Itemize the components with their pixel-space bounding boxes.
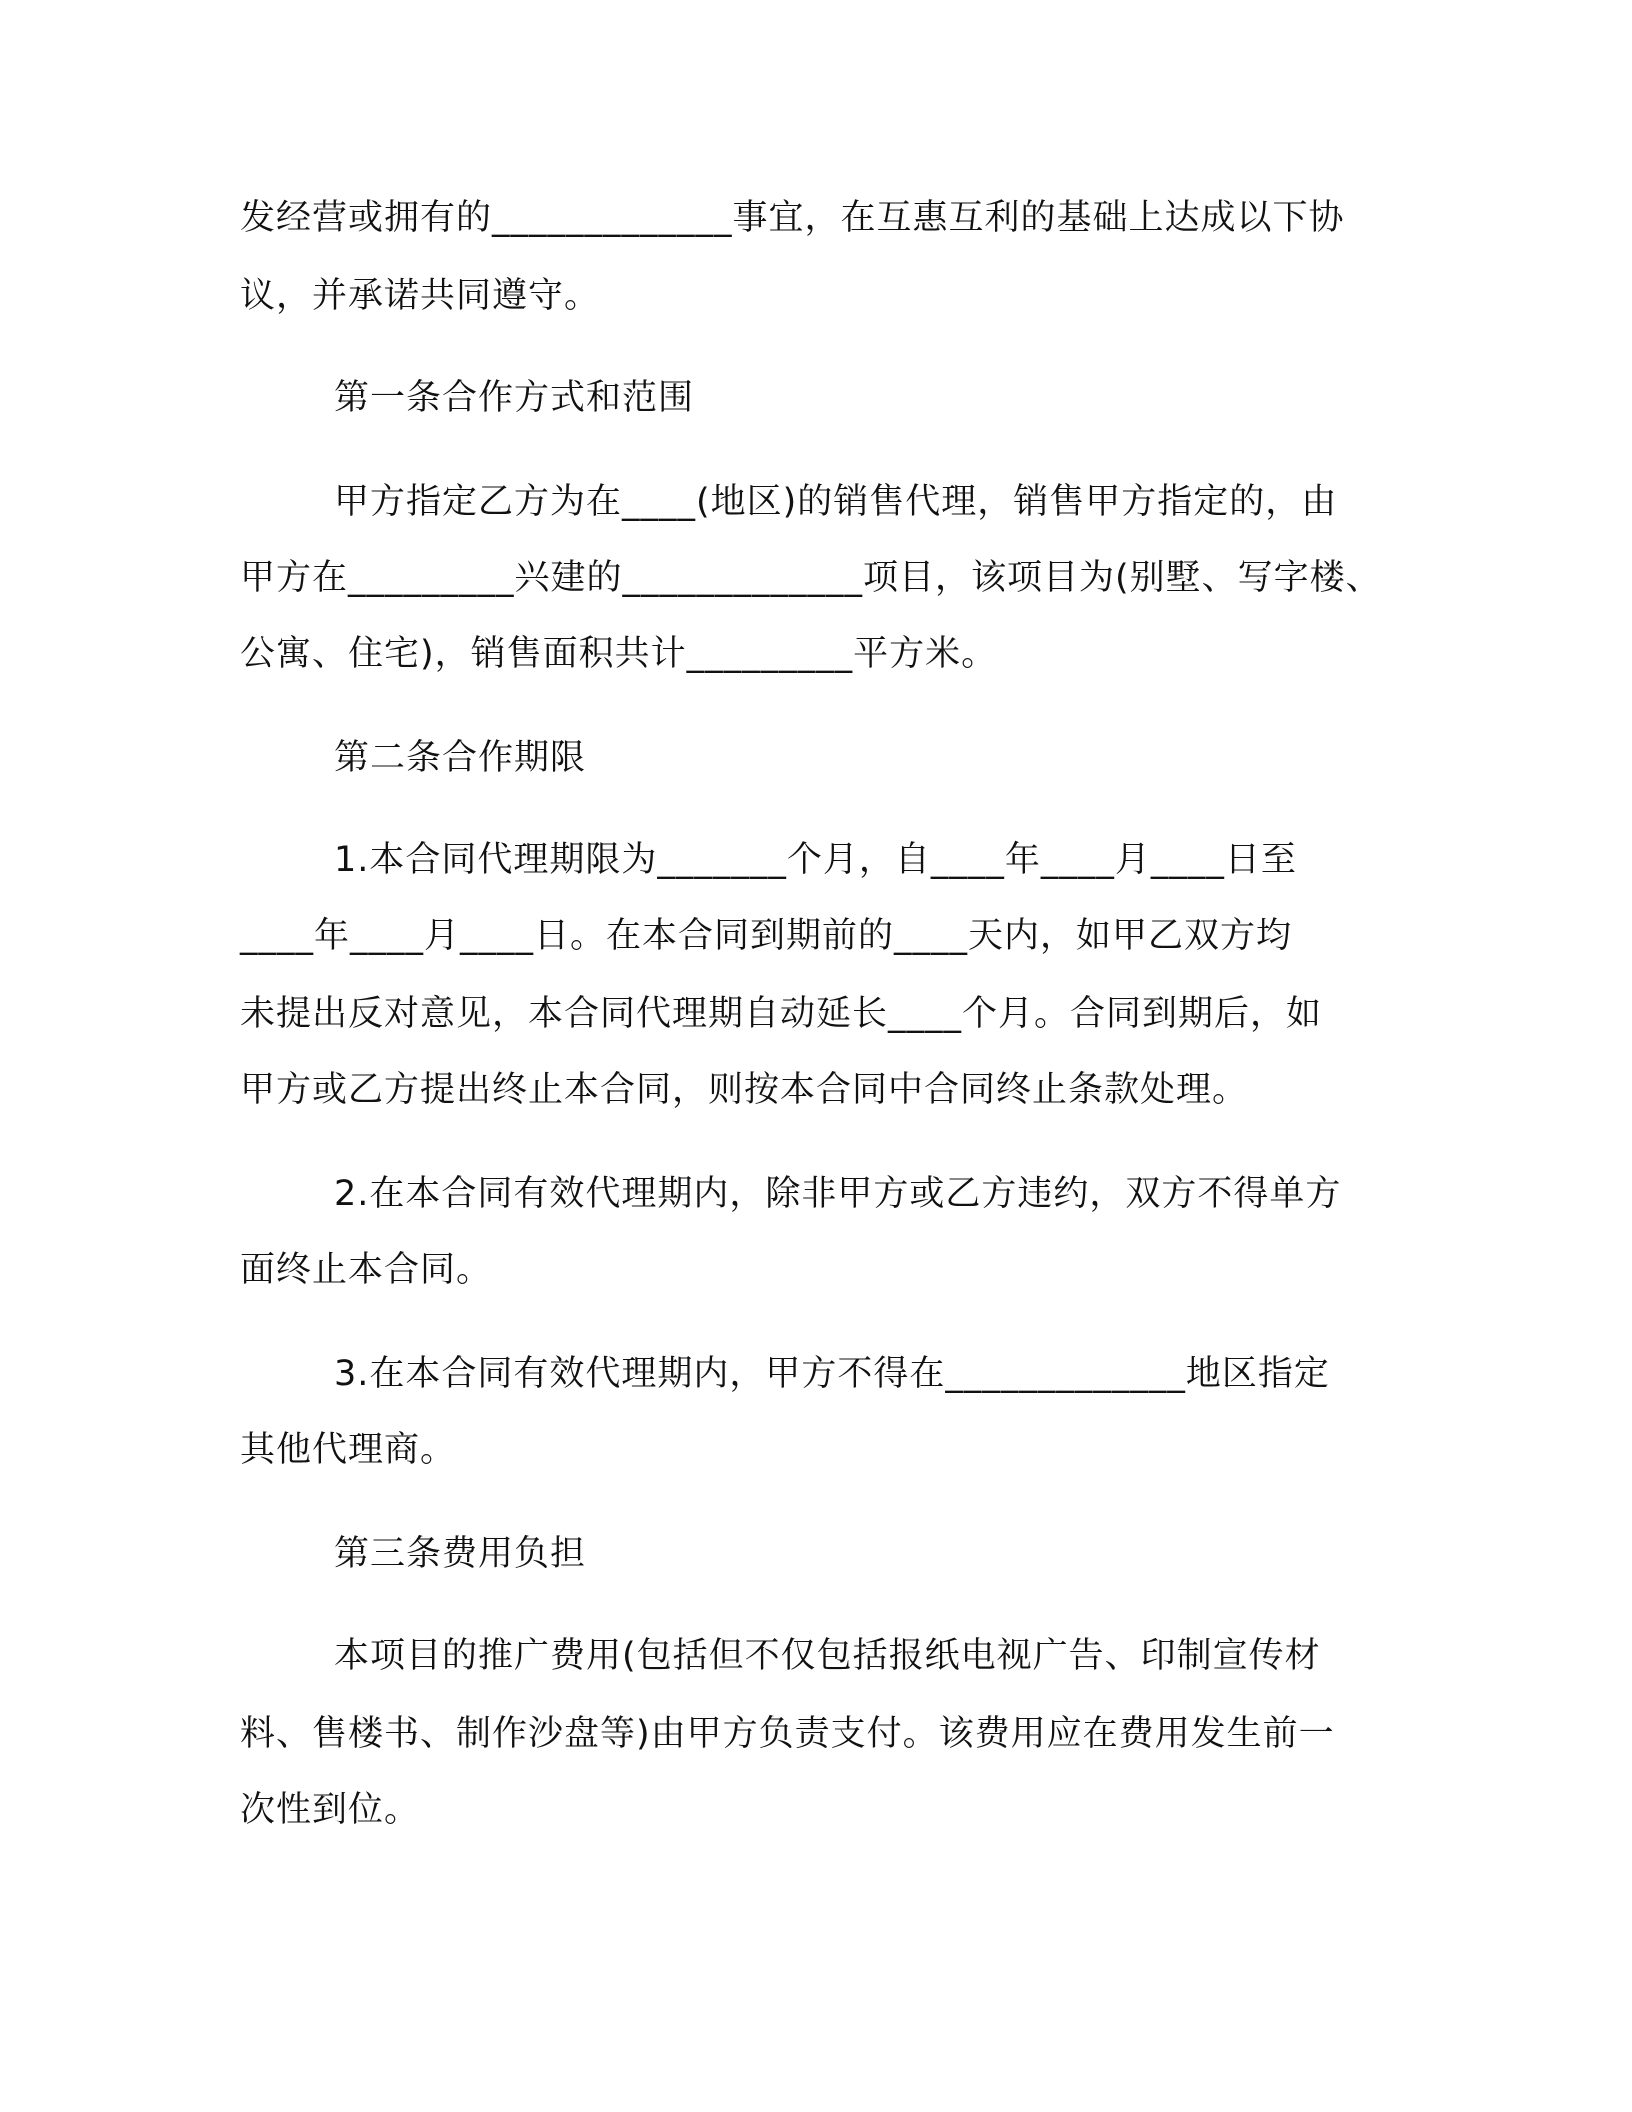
- section-heading-3: 第三条费用负担: [334, 1534, 587, 1574]
- paragraph-line: 次性到位。: [240, 1790, 421, 1830]
- paragraph-line: 甲方在_________兴建的_____________项目，该项目为(别墅、写字楼、: [240, 558, 1382, 598]
- paragraph-line: 甲方或乙方提出终止本合同，则按本合同中合同终止条款处理。: [240, 1070, 1249, 1110]
- paragraph-line: ____年____月____日。在本合同到期前的____天内，如甲乙双方均: [240, 916, 1293, 956]
- section-heading-2: 第二条合作期限: [334, 738, 587, 778]
- paragraph-line: 料、售楼书、制作沙盘等)由甲方负责支付。该费用应在费用发生前一: [240, 1714, 1335, 1754]
- paragraph-line: 2.在本合同有效代理期内，除非甲方或乙方违约，双方不得单方: [334, 1174, 1342, 1214]
- paragraph-line: 1.本合同代理期限为_______个月，自____年____月____日至: [334, 840, 1297, 880]
- paragraph-line: 未提出反对意见，本合同代理期自动延长____个月。合同到期后，如: [240, 994, 1323, 1034]
- paragraph-line: 公寓、住宅)，销售面积共计_________平方米。: [240, 634, 998, 674]
- paragraph-line: 3.在本合同有效代理期内，甲方不得在_____________地区指定: [334, 1354, 1330, 1394]
- paragraph-line: 面终止本合同。: [240, 1250, 493, 1290]
- paragraph-line: 发经营或拥有的_____________事宜，在互惠互利的基础上达成以下协: [240, 198, 1345, 238]
- paragraph-line: 本项目的推广费用(包括但不仅包括报纸电视广告、印制宣传材: [334, 1636, 1321, 1676]
- paragraph-line: 甲方指定乙方为在____(地区)的销售代理，销售甲方指定的，由: [334, 482, 1338, 522]
- section-heading-1: 第一条合作方式和范围: [334, 378, 695, 418]
- paragraph-line: 议，并承诺共同遵守。: [240, 276, 601, 316]
- paragraph-line: 其他代理商。: [240, 1430, 457, 1470]
